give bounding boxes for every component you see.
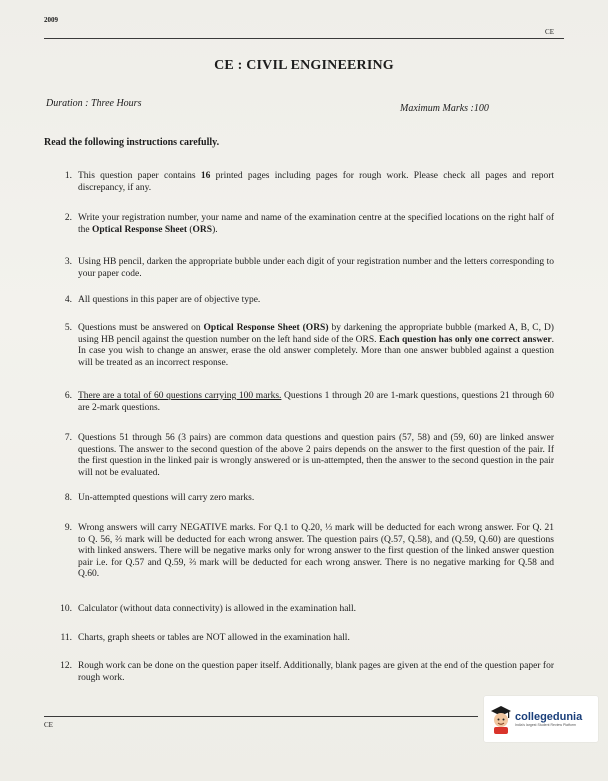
header-rule (44, 38, 564, 39)
logo-tagline: India's largest Student Review Platform (515, 722, 576, 727)
footer-rule (44, 716, 478, 717)
duration-label: Duration : Three Hours (46, 98, 142, 109)
instruction-item-10: 10. Calculator (without data connectivity) is allowed in the examination hall. (60, 604, 357, 614)
header-year: 2009 (44, 16, 58, 24)
instruction-item-11: 11. Charts, graph sheets or tables are NOT allowed in the examination hall. (60, 633, 350, 643)
logo-wordmark: collegedunia (515, 710, 583, 723)
instruction-item-9: 9. Wrong answers will carry NEGATIVE marks. For Q.1 to Q.20, ⅓ mark will be deducted for each wrong answer. For Q. 21 to Q. 56, ⅔ mark will be deducted for each wrong answer. The question pairs (Q.57, Q.58), and (Q.59, Q.60) are questions with linked answers. There will be negative marks only for wrong answer to the first question of the linked answer question pair i.e. for Q.57 and Q.59, ⅔ mark will be deducted for each wrong answer. There is no negative marking for Q.58 and Q.60. (64, 523, 554, 579)
collegedunia-logo[interactable] (484, 696, 598, 742)
instruction-item-2: 2. Write your registration number, your name and name of the examination centre at the specified locations on the right half of the Optical Response Sheet (ORS). (64, 213, 554, 235)
instruction-item-3: 3. Using HB pencil, darken the appropriate bubble under each digit of your registration number and the letters corresponding to your paper code. (64, 257, 554, 279)
instructions-heading: Read the following instructions carefully. (44, 137, 220, 148)
graduate-mascot-icon (490, 704, 512, 734)
footer-paper-code: CE (44, 721, 53, 729)
instruction-item-4: 4. All questions in this paper are of objective type. (64, 295, 261, 305)
instruction-item-5: 5. Questions must be answered on Optical Response Sheet (ORS) by darkening the appropriate bubble (marked A, B, C, D) using HB pencil against the question number on the left hand side of the ORS. Each question has only one correct answer. In case you wish to change an answer, erase the old answer completely. More than one answer bubbled against a question will be treated as an incorrect response. (64, 323, 554, 368)
instruction-item-12: 12. Rough work can be done on the question paper itself. Additionally, blank pages are given at the end of the question paper for rough work. (60, 661, 554, 683)
instruction-item-7: 7. Questions 51 through 56 (3 pairs) are common data questions and question pairs (57, 58) and (59, 60) are linked answer questions. The answer to the second question of the above 2 pairs depends on the answer to the first question of the pair. If the first question in the linked pair is wrongly answered or is un-attempted, then the answer to the second question in the pair will not be evaluated. (64, 433, 554, 478)
instruction-item-8: 8. Un-attempted questions will carry zero marks. (64, 493, 255, 503)
header-paper-code: CE (545, 28, 554, 36)
page-title: CE : CIVIL ENGINEERING (214, 58, 394, 73)
instruction-item-1: 1. This question paper contains 16 printed pages including pages for rough work. Please check all pages and report discrepancy, if any. (64, 171, 554, 193)
instruction-item-6: 6. There are a total of 60 questions carrying 100 marks. Questions 1 through 20 are 1-mark questions, questions 21 through 60 are 2-mark questions. (64, 391, 554, 413)
max-marks-label: Maximum Marks :100 (400, 103, 489, 114)
